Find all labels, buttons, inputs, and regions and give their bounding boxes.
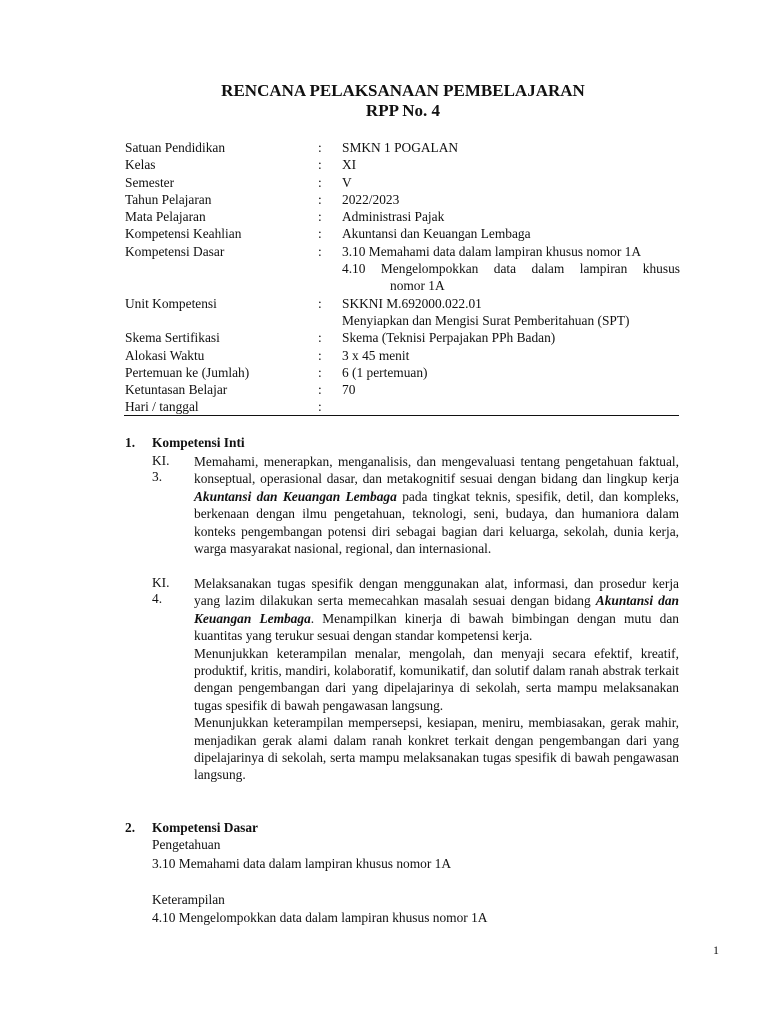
ki3-emphasis: Akuntansi dan Keuangan Lembaga: [194, 488, 397, 504]
section-number: 2.: [125, 820, 136, 835]
row-value: Administrasi Pajak: [342, 209, 445, 225]
row-value: 6 (1 pertemuan): [342, 364, 428, 380]
kd-subheading-pengetahuan: Pengetahuan: [152, 837, 221, 852]
row-value: V: [342, 174, 352, 190]
section-title: Kompetensi Dasar: [152, 820, 259, 835]
row-value: 70: [342, 382, 356, 398]
row-label: Skema Sertifikasi: [125, 330, 220, 346]
row-label: Hari / tanggal: [125, 399, 199, 415]
ki3-text-b: pada tingkat teknis, spesifik, detil, dan kompleks, berkenaan dengan ilmu pengetahuan, teknologi, seni, budaya, dan humaniora dalam konteks pengembangan potensi diri sebagai bagian dari keluarga, sekolah, dunia kerja, warga masyarakat nasional, regional, dan internasional.: [194, 488, 679, 557]
row-label: Kelas: [125, 157, 156, 173]
ki4-text-a: Melaksanakan tugas spesifik dengan menggunakan alat, informasi, dan prosedur kerja yang lazim dilakukan serta memecahkan masalah sesuai dengan bidang: [194, 576, 679, 609]
ki3-paragraph: [194, 453, 679, 557]
row-colon: :: [318, 347, 322, 363]
row-label: Unit Kompetensi: [125, 295, 217, 311]
kd-item: 4.10 Mengelompokkan data dalam lampiran khusus nomor 1A: [152, 910, 488, 925]
identity-row: [125, 364, 680, 381]
row-value: SKKNI M.692000.022.01: [342, 295, 482, 311]
row-colon: :: [318, 174, 322, 190]
identity-row: [125, 243, 680, 295]
identity-row: [125, 329, 680, 346]
row-colon: :: [318, 364, 322, 380]
ki3-label: KI. 3.: [152, 453, 170, 484]
row-colon: :: [318, 399, 322, 415]
row-value: Menyiapkan dan Mengisi Surat Pemberitahuan (SPT): [342, 312, 630, 328]
row-value: Skema (Teknisi Perpajakan PPh Badan): [342, 330, 556, 346]
row-label: Alokasi Waktu: [125, 347, 205, 363]
identity-row: [125, 347, 680, 364]
row-colon: :: [318, 140, 322, 155]
ki4-emphasis: Akuntansi dan Keuangan Lembaga: [194, 593, 679, 626]
identity-row: [125, 381, 680, 398]
ki4-label: KI. 4.: [152, 575, 170, 606]
ki3-text-a: Memahami, menerapkan, menganalisis, dan mengevaluasi tentang pengetahuan faktual, konseptual, operasional dasar, dan metakognitif sesuai dengan bidang dan lingkup kerja: [194, 454, 679, 487]
row-label: Mata Pelajaran: [125, 209, 206, 225]
row-value: 3 x 45 menit: [342, 347, 410, 363]
document-title: RENCANA PELAKSANAAN PEMBELAJARAN: [221, 81, 585, 100]
row-value: 2022/2023: [342, 191, 400, 207]
section-number: 1.: [125, 435, 136, 450]
kd-item: 3.10 Memahami data dalam lampiran khusus nomor 1A: [152, 856, 451, 871]
row-colon: :: [318, 330, 322, 346]
row-colon: :: [318, 295, 322, 311]
identity-row: [125, 156, 680, 173]
kd-subheading-keterampilan: Keterampilan: [152, 892, 225, 907]
row-label: Tahun Pelajaran: [125, 191, 212, 207]
row-colon: :: [318, 226, 322, 242]
ki4-text-b: . Menampilkan kinerja di bawah bimbingan dengan mutu dan kuantitas yang terukur sesuai dengan standar kompetensi kerja.: [194, 610, 679, 644]
ki4-paragraph-3: Menunjukkan keterampilan mempersepsi, kesiapan, meniru, membiasakan, gerak mahir, menjadikan gerak alami dalam ranah konkret terkait dengan pengembangan dari yang dipelajarinya di sekolah, serta mampu melaksanakan tugas spesifik di bawah pengawasan langsung.: [194, 715, 679, 783]
identity-row: [125, 398, 680, 415]
identity-row: [125, 295, 680, 330]
identity-table: [125, 139, 680, 416]
section-title: Kompetensi Inti: [152, 435, 245, 450]
row-value: 4.10 Mengelompokkan data dalam lampiran khusus: [342, 261, 680, 277]
row-value: SMKN 1 POGALAN: [342, 140, 459, 155]
row-label: Satuan Pendidikan: [125, 140, 226, 155]
identity-row: [125, 174, 680, 191]
row-value: nomor 1A: [390, 278, 445, 294]
row-colon: :: [318, 209, 322, 225]
ki4-paragraph: [194, 575, 679, 645]
document-subtitle: RPP No. 4: [365, 101, 441, 120]
identity-row: [125, 208, 680, 225]
row-label: Ketuntasan Belajar: [125, 382, 228, 398]
row-value: 3.10 Memahami data dalam lampiran khusus nomor 1A: [342, 243, 641, 259]
ki4-paragraph-2: Menunjukkan keterampilan menalar, mengolah, dan menyaji secara efektif, kreatif, produktif, kritis, mandiri, kolaboratif, komunikatif, dan solutif dalam ranah abstrak terkait dengan pengembangan dari yang dipelajarinya di sekolah, serta mampu melaksanakan tugas spesifik di bawah pengawasan langsung.: [194, 645, 679, 713]
row-colon: :: [318, 157, 322, 173]
row-label: Semester: [125, 174, 175, 190]
row-label: Kompetensi Dasar: [125, 243, 225, 259]
row-label: Kompetensi Keahlian: [125, 226, 242, 242]
row-value: Akuntansi dan Keuangan Lembaga: [342, 226, 531, 242]
row-value: XI: [342, 157, 357, 173]
identity-row: [125, 191, 680, 208]
divider-rule: [124, 415, 679, 416]
row-colon: :: [318, 382, 322, 398]
row-label: Pertemuan ke (Jumlah): [125, 364, 250, 380]
page-number: 1: [713, 943, 719, 957]
identity-row: [125, 139, 680, 156]
row-colon: :: [318, 191, 322, 207]
row-colon: :: [318, 243, 322, 259]
identity-row: [125, 225, 680, 242]
